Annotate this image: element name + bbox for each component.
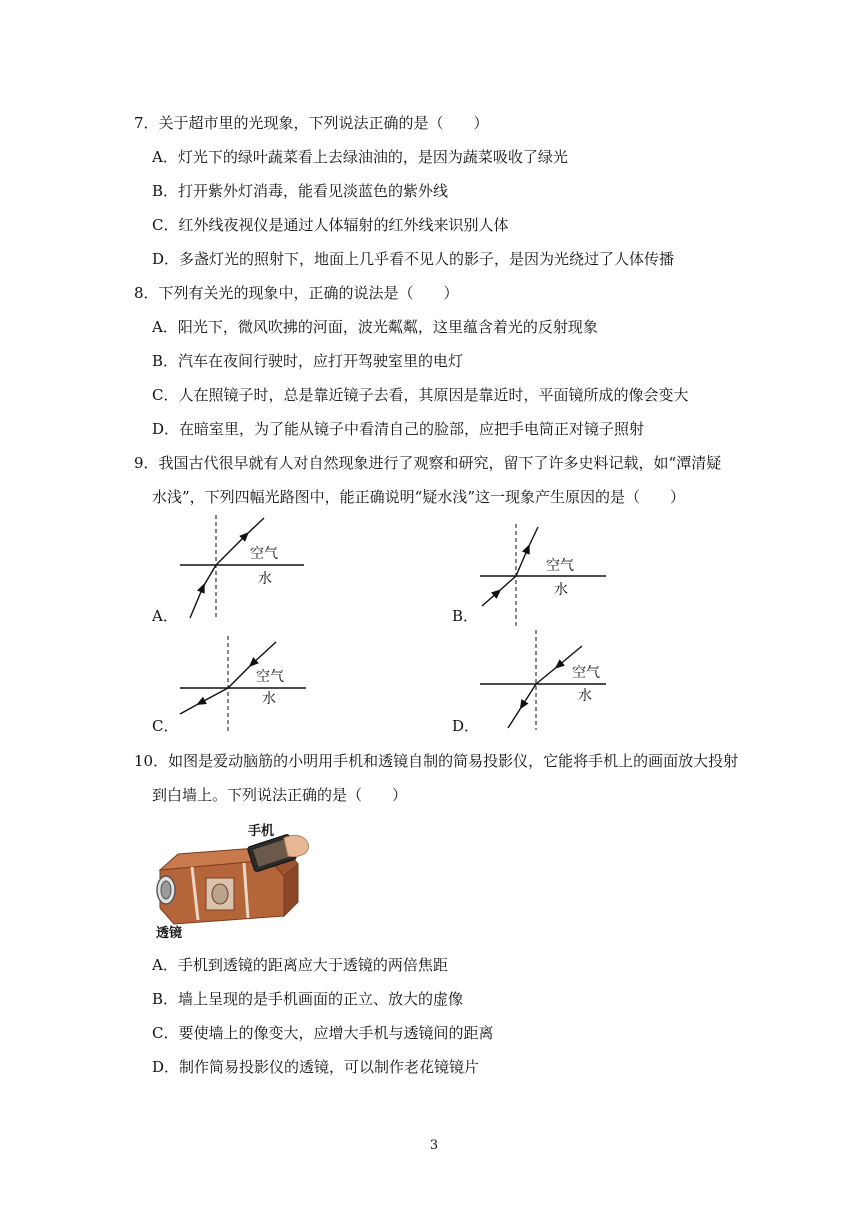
question-10-option-a: A．手机到透镜的距离应大于透镜的两倍焦距 xyxy=(152,956,448,974)
diagram-a-label: A． xyxy=(152,607,178,625)
question-9-stem-line1: 9．我国古代很早就有人对自然现象进行了观察和研究，留下了许多史料记载，如“潭清疑 xyxy=(134,454,722,472)
question-8-option-d: D．在暗室里，为了能从镜子中看清自己的脸部，应把手电筒正对镜子照射 xyxy=(152,420,645,438)
diagram-c-water-label: 水 xyxy=(262,691,276,707)
diagram-c-air-label: 空气 xyxy=(256,669,284,685)
diagram-d-water-label: 水 xyxy=(578,688,592,704)
phone-label: 手机 xyxy=(248,824,275,839)
diagram-b-label: B． xyxy=(452,607,479,625)
diagram-a xyxy=(174,515,324,627)
projector-figure xyxy=(152,820,322,942)
question-8-option-b: B．汽车在夜间行驶时，应打开驾驶室里的电灯 xyxy=(152,352,464,370)
question-7-option-b: B．打开紫外灯消毒，能看见淡蓝色的紫外线 xyxy=(152,182,449,200)
diagram-c-label: C． xyxy=(152,717,179,735)
question-7-option-c: C．红外线夜视仪是通过人体辐射的红外线来识别人体 xyxy=(152,216,509,234)
question-7-stem: 7．关于超市里的光现象，下列说法正确的是（ ） xyxy=(134,114,489,132)
question-10-option-c: C．要使墙上的像变大，应增大手机与透镜间的距离 xyxy=(152,1024,494,1042)
lens-label: 透镜 xyxy=(156,926,183,941)
question-7-option-a: A．灯光下的绿叶蔬菜看上去绿油油的，是因为蔬菜吸收了绿光 xyxy=(152,148,568,166)
page-number: 3 xyxy=(429,1138,439,1153)
question-8-option-a: A．阳光下，微风吹拂的河面，波光粼粼，这里蕴含着光的反射现象 xyxy=(152,318,598,336)
question-9-stem-line2: 水浅”，下列四幅光路图中，能正确说明“疑水浅”这一现象产生原因的是（ ） xyxy=(152,488,686,506)
question-8-stem: 8．下列有关光的现象中，正确的说法是（ ） xyxy=(134,284,459,302)
diagram-a-air-label: 空气 xyxy=(250,546,278,562)
question-10-stem-line1: 10．如图是爱动脑筋的小明用手机和透镜自制的简易投影仪，它能将手机上的画面放大投射 xyxy=(134,752,739,770)
question-8-option-c: C．人在照镜子时，总是靠近镜子去看，其原因是靠近时，平面镜所成的像会变大 xyxy=(152,386,689,404)
diagram-d-label: D． xyxy=(452,717,480,735)
diagram-b-air-label: 空气 xyxy=(546,558,574,574)
question-10-stem-line2: 到白墙上。下列说法正确的是（ ） xyxy=(152,786,408,804)
question-10-option-b: B．墙上呈现的是手机画面的正立、放大的虚像 xyxy=(152,990,464,1008)
diagram-d xyxy=(478,630,628,742)
question-7-option-d: D．多盏灯光的照射下，地面上几乎看不见人的影子，是因为光绕过了人体传播 xyxy=(152,250,675,268)
diagram-d-air-label: 空气 xyxy=(572,665,600,681)
question-10-option-d: D．制作简易投影仪的透镜，可以制作老花镜镜片 xyxy=(152,1058,480,1076)
diagram-a-water-label: 水 xyxy=(258,571,272,587)
diagram-b xyxy=(476,524,626,636)
diagram-c xyxy=(176,636,326,748)
diagram-b-water-label: 水 xyxy=(554,582,568,598)
